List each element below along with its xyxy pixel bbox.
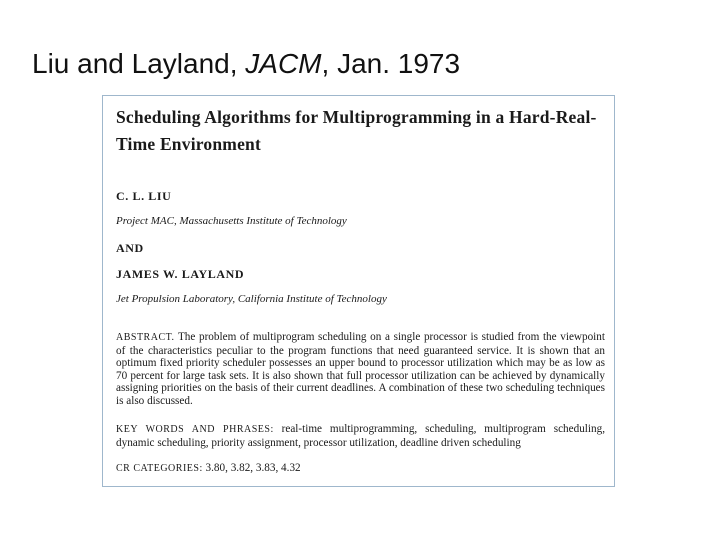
slide-title-journal: JACM [245, 48, 322, 79]
keywords [116, 423, 605, 449]
cr-label: CR CATEGORIES: [116, 463, 203, 474]
author-1: C. L. LIU [116, 189, 172, 203]
keywords-label: KEY WORDS AND PHRASES: [116, 424, 274, 435]
affiliation-2: Jet Propulsion Laboratory, California Institute of Technology [116, 293, 387, 305]
slide-title-authors: Liu and Layland, [32, 48, 246, 79]
keywords-text: real-time multiprogramming, scheduling, multiprogram scheduling, dynamic scheduling, priority assignment, processor utilization, deadline driven scheduling [116, 423, 605, 449]
author-2: JAMES W. LAYLAND [116, 267, 245, 281]
paper-title: Scheduling Algorithms for Multiprogramming in a Hard-Real-Time Environment [116, 107, 597, 154]
cr-text: 3.80, 3.82, 3.83, 4.32 [205, 462, 301, 474]
slide-title [32, 48, 460, 80]
abstract-label: ABSTRACT. [116, 332, 175, 343]
paper-excerpt-image [102, 95, 615, 487]
and-separator: AND [116, 241, 144, 255]
slide-title-date: , Jan. 1973 [321, 48, 461, 79]
abstract-text: The problem of multiprogram scheduling on a single processor is studied from the viewpoint of the characteristics peculiar to the program functions that need guaranteed service. It is shown that an optimum fixed priority scheduler possesses an upper bound to processor utilization which may be as low as 70 percent for large task sets. It is also shown that full processor utilization can be achieved by dynamically assigning priorities on the basis of their current deadlines. A combination of these two scheduling techniques is also discussed. [116, 331, 605, 407]
abstract [116, 331, 605, 408]
cr-categories [116, 462, 301, 474]
affiliation-1: Project MAC, Massachusetts Institute of Technology [116, 215, 347, 227]
